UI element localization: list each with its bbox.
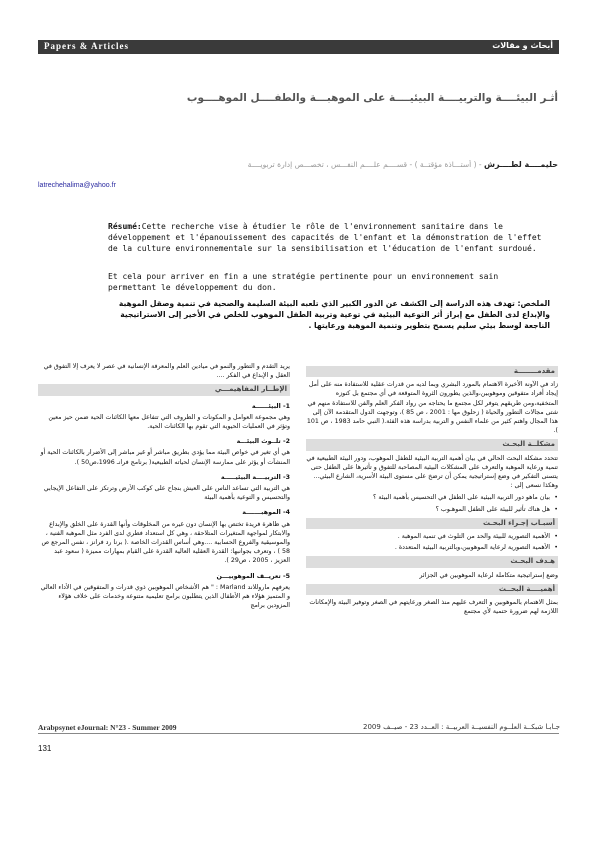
footer-left: Arabpsynet eJournal: N°23 - Summer 2009 [38,723,177,732]
pollution-paragraph: هي أي تغير في خواص البيئة مما يؤدي بطريق مباشر أو غير مباشر إلى الأضرار بالكائنات الحية أو المنشآت أو يؤثر على ممارسة الإنسان لحياته الطبيعية( برنامج فرانـ 1996،ص50 ). [40,449,290,466]
problem-bullet-2: • هل هناك تأثير للبيئة على الطفل الموهـوب ؟ [306,505,558,514]
problem-paragraph: تتحدد مشكلة البحث الحالي في بيان أهمية التربية البيئية للطفل الموهوب، ودور البيئة الطبيعية في تنمية ورعاية الموهبة والتعرف على المشكلات البيئية المصاحبة للتفوق و تأثيرها على الطفل حتى يتسنى التفكير في وضع إستراتيجية يمكن أن ترضخ على مستوى البيئة الأسرية، الشارع البيئي... وهكذا نسعى إلى : [306,454,558,490]
heading-pollution: 2- تلــوث البيئـــة [236,438,290,446]
header-right: أبحاث و مقالات [492,41,553,50]
author-affiliation: - ( أستـــاذة مؤقتــة ) - قســــم علــــم النفـــس ، تخصـــص إدارة تربويــــة [247,160,485,169]
heading-environment: 1- البيئــــــة [251,402,290,410]
heading-env-education: 3- التربيــــة البيئيـــــة [220,473,290,481]
gifted-paragraph: يعرفهم ماروللاند Marland : " هم الأشخاص الموهوبين ذوي قدرات و المتفوقين في الأداء العالي و المتميز هؤلاء هم الأطفال الذين يتطلبون برامج تعليمية متنوعة وخدمات على خلاف هؤلاء المزودين برامج [40,583,290,610]
intro-paragraph: زاد في الآونة الأخيرة الاهتمام بالمورد البشري وبما لديه من قدرات عقلية للاستفادة منه على أمل إيجاد أفراد متفوقين وموهوبين،والذين يطورون الثروة المتوقعة في أي مجتمع بل كنوزه المتخفية،ومن طريقهم يتوفر لكل مجتمع ما يحتاجه من رواد الفكر العلم والفن للاستفادة منهم في شتى مجالات التطور والحياة ( زحلوق مها : 2001 ، ص 85 )، وتوجهت الدول المتقدمة الآن إلى هذا المجال واهتم كثير من علماء النفس و التربية بدراسة هذه الفئة.( النبي حامد 1983 ، ص 101 ). [306,381,558,435]
section-reasons: أسبـاب إجـراء البحـث [306,518,558,529]
heading-talent: 4- الموهبـــــــة [242,509,290,517]
author-name: حليمــــة لطــــرش [484,160,558,169]
footer-right: جـابـا شبكــة العلــوم النفسيــة العربيــة : العــدد 23 - صيــف 2009 [363,723,560,731]
reason-bullet-2: • الأهمية التصورية لرعاية الموهوبين،وبالتربية البيئية المتعددة . [306,543,558,552]
header-bar [38,40,559,54]
section-intro: مقدمــــــــة [306,366,558,377]
right-column [306,362,558,619]
reason-bullet-1: • الأهمية التصورية للبيئة والحد من التلوث في تنمية الموهبة . [306,532,558,541]
resume-label: Résumé: [108,222,142,231]
continuation-paragraph: يريد التقدم و التطور والنمو في ميادين العلم والمعرفة الإنسانية في عصر لا يعرف إلا التفوق في العقل و الإبداع في الفكر .... [43,363,290,380]
resume-fr [108,222,548,254]
problem-bullet-1: • بيان ماهو دور التربية البيئية على الطفل في التحسيس بأهمية البيئة ؟ [306,493,558,502]
heading-gifted: 5- تعريــف الموهوبيـــن [216,572,290,580]
footer-divider [38,733,559,734]
resume-fr-2: Et cela pour arriver en fin a une stratégie pertinente pour un environnement sain permettant le développement du don. [108,272,499,292]
section-framework: الإطــار المفاهيمـــي [38,384,290,395]
page-number: 131 [38,744,52,753]
section-problem: مشكلــة البحـث [306,439,558,450]
left-column [38,362,290,613]
abstract-ar: الملخص: تهدف هذه الدراسة إلى الكشف عن الدور الكبير الذي تلعبه البيئة السليمة والصحية في تنمية وصقل الموهبة والإبداع لدى الطفل مع إبراز أثر التوعية البيئية في توعية وتربية الطفل الموهوب للخلص في الأخير إلى الاستراتيجية الناجعة لوسط بيئي سليم يسمح بتطوير وتنمية الموهبة ورعايتها . [118,299,550,330]
talent-paragraph: هي ظاهرة فريدة تختص بها الإنسان دون غيره من المخلوقات وأنها القدرة على الخلق والإبداع والابتكار لمواجهة المتغيرات المتلاحقة ، وهي كل استعداد فطري لدى الفرد مثل الموهبة الفنية ، والموسيقية والفروع الحسابية ....وهي أساس القدرات الخاصة .( برنا رد فرانز ، نفس المرجع ص 58 ) ، وتعرف بجوانبها: القدرة العقلية العالية القدرة على القيام بمهارات مميزة ( سعود عبد العزيز ، 2005 ، ص29 ). [41,520,290,565]
importance-paragraph: بمثل الاهتمام بالموهوبين و التعرف عليهم منذ الصغر ورعايتهم في الصغر وتوفير البيئة والإمكانات اللازمة لهم ضرورة حتمية لأي مجتمع [309,599,558,616]
header-left: Papers & Articles [44,41,129,51]
goal-paragraph: وضع إستراتيجية متكاملة لرعاية الموهوبين في الجزائر [419,571,558,579]
author-email[interactable]: latrechehalima@yahoo.fr [38,182,116,189]
resume-text: Cette recherche vise à étudier le rôle de l'environnement sanitaire dans le développement et l'épanouissement des capacités de l'enfant et la démonstration de l'effet de la culture environnementale sur la sensibilisation et l'éducation de l'enfant surdoué. [108,222,542,253]
section-importance: أهميــــة البحــث [306,584,558,595]
section-goal: هـدف البحـث [306,556,558,567]
env-education-paragraph: هي التربية التي تساعد الناس على العيش بنجاح على كوكب الأرض وترتكز على التفاعل الإيجابي والتحسيس و التوعية بأهمية البيئة [43,485,290,502]
environment-paragraph: وهي مجموعة العوامل و المكونات و الظروف التي تتفاعل معها الكائنات الحية ضمن حيز معين وتؤثر في العمليات الحيوية التي تقوم بها الكائنات الحية. [48,413,290,431]
author-line [160,160,558,169]
article-title: أثـر البيئــــة والتربيــــة البيئيــــة على الموهبـــة والطفــــل الموهــــوب [186,92,558,104]
